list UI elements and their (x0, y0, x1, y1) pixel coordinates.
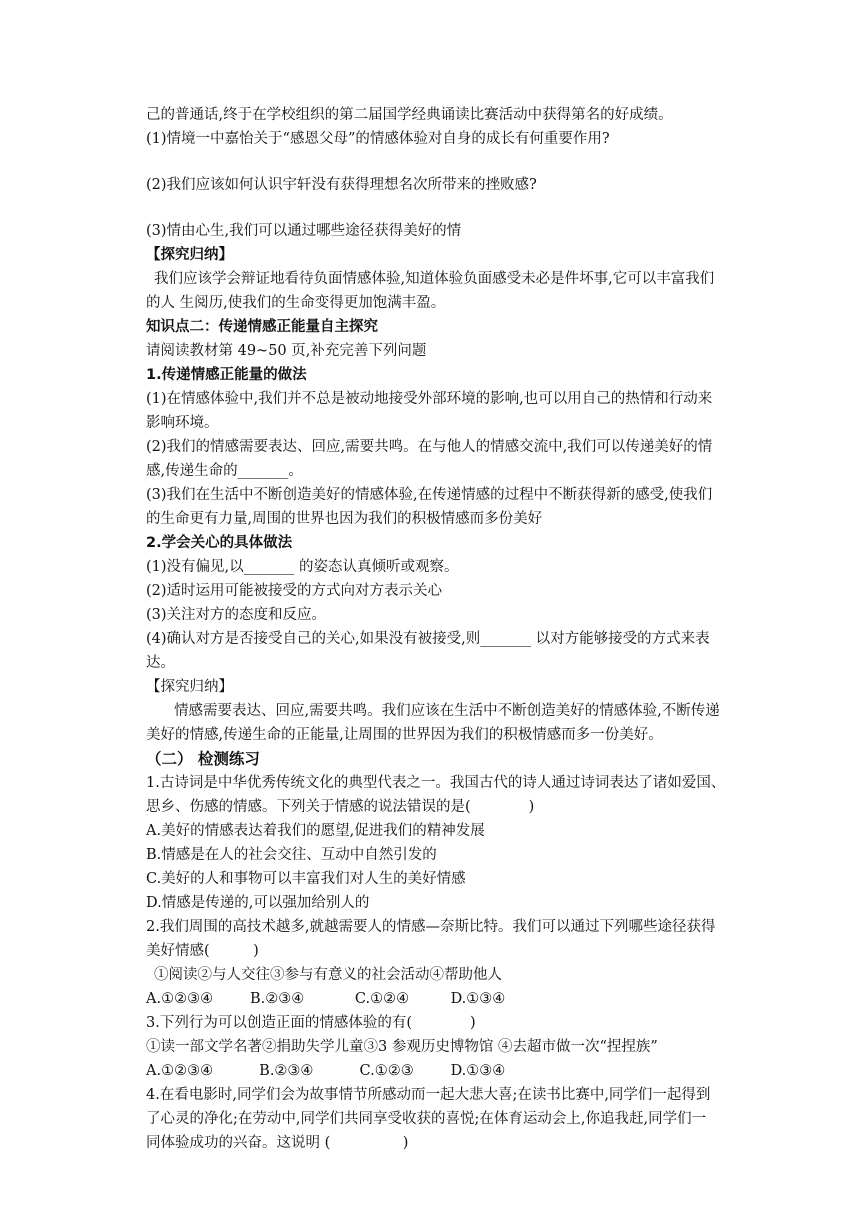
exercise-question-4: 了心灵的净化;在劳动中,同学们共同享受收获的喜悦;在体育运动会上,你追我赶,同学们一 (146, 1111, 707, 1127)
text-line: (3)我们在生活中不断创造美好的情感体验,在传递情感的过程中不断获得新的感受,使我们 (146, 487, 713, 503)
exercise-question-2: 2.我们周围的高技术越多,就越需要人的情感—奈斯比特。我们可以通过下列哪些途径获得 (146, 919, 716, 935)
text-line: 情感需要表达、回应,需要共鸣。我们应该在生活中不断创造美好的情感体验,不断传递 (174, 703, 720, 719)
question-3: (3)情由心生,我们可以通过哪些途径获得美好的情 (146, 223, 462, 239)
text-line: 影响环境。 (146, 415, 219, 431)
choice-items: ①读一部文学名著②捐助失学儿童③3 参观历史博物馆 ④去超市做一次“捏捏族” (146, 1039, 658, 1055)
text-line: 己的普通话,终于在学校组织的第二届国学经典诵读比赛活动中获得第名的好成绩。 (146, 107, 673, 123)
question-2: (2)我们应该如何认识宇轩没有获得理想名次所带来的挫败感? (146, 177, 537, 193)
text-line: (1)在情感体验中,我们并不总是被动地接受外部环境的影响,也可以用自己的热情和行动来 (146, 391, 713, 407)
worksheet-content (146, 103, 726, 1155)
text-line: 请阅读教材第 49~50 页,补充完善下列问题 (146, 343, 427, 359)
text-line: (2)我们的情感需要表达、回应,需要共鸣。在与他人的情感交流中,我们可以传递美好的情 (146, 439, 713, 455)
option-a: A.美好的情感表达着我们的愿望,促进我们的精神发展 (146, 823, 485, 839)
option-b: B.情感是在人的社会交往、互动中自然引发的 (146, 847, 437, 863)
option-d: D.情感是传递的,可以强加给别人的 (146, 895, 370, 911)
exercise-question-2: 美好情感( ) (146, 943, 259, 959)
fill-blank-line: (1)没有偏见,以_______ 的姿态认真倾听或观察。 (146, 559, 459, 575)
exercise-question-3: 3.下列行为可以创造正面的情感体验的有( ) (146, 1015, 476, 1031)
text-line: (2)适时运用可能被接受的方式向对方表示关心 (146, 583, 443, 599)
text-line: 美好的情感,传递生命的正能量,让周围的世界因为我们的积极情感而多一份美好。 (146, 727, 663, 743)
text-line: (3)关注对方的态度和反应。 (146, 607, 327, 623)
choice-items: ①阅读②与人交往③参与有意义的社会活动④帮助他人 (154, 967, 502, 983)
question-1: (1)情境一中嘉怡关于“感恩父母”的情感体验对自身的成长有何重要作用? (146, 131, 610, 147)
text-line: 我们应该学会辩证地看待负面情感体验,知道体验负面感受未必是件坏事,它可以丰富我们 (154, 271, 715, 287)
exercise-question-1: 思乡、伤感的情感。下列关于情感的说法错误的是( ) (146, 799, 535, 815)
knowledge-point-heading: 知识点二：传递情感正能量自主探究 (146, 319, 378, 335)
answer-options: A.①②③④ B.②③④ C.①②③ D.①③④ (146, 1063, 506, 1079)
text-line: 达。 (146, 655, 175, 671)
exercise-question-4: 4.在看电影时,同学们会为故事情节所感动而一起大悲大喜;在读书比赛中,同学们一起得到 (146, 1087, 711, 1103)
fill-blank-line: (4)确认对方是否接受自己的关心,如果没有被接受,则_______ 以对方能够接受的方式来表 (146, 631, 710, 647)
section-heading: 【探究归纳】 (146, 247, 233, 263)
exercise-section-heading: （二） 检测练习 (146, 750, 260, 768)
text-line: 的生命更有力量,周围的世界也因为我们的积极情感而多份美好 (146, 511, 543, 527)
exercise-question-4: 同体验成功的兴奋。这说明 ( ) (146, 1135, 409, 1151)
text-line: 的人 生阅历,使我们的生命变得更加饱满丰盈。 (146, 295, 446, 311)
exercise-question-1: 1.古诗词是中华优秀传统文化的典型代表之一。我国古代的诗人通过诗词表达了诸如爱国、 (146, 775, 726, 791)
answer-options: A.①②③④ B.②③④ C.①②④ D.①③④ (146, 991, 506, 1007)
fill-blank-line: 感,传递生命的_______。 (146, 463, 303, 479)
option-c: C.美好的人和事物可以丰富我们对人生的美好情感 (146, 871, 466, 887)
subheading: 1.传递情感正能量的做法 (146, 367, 307, 383)
section-heading: 【探究归纳】 (146, 679, 233, 695)
subheading: 2.学会关心的具体做法 (146, 535, 293, 551)
